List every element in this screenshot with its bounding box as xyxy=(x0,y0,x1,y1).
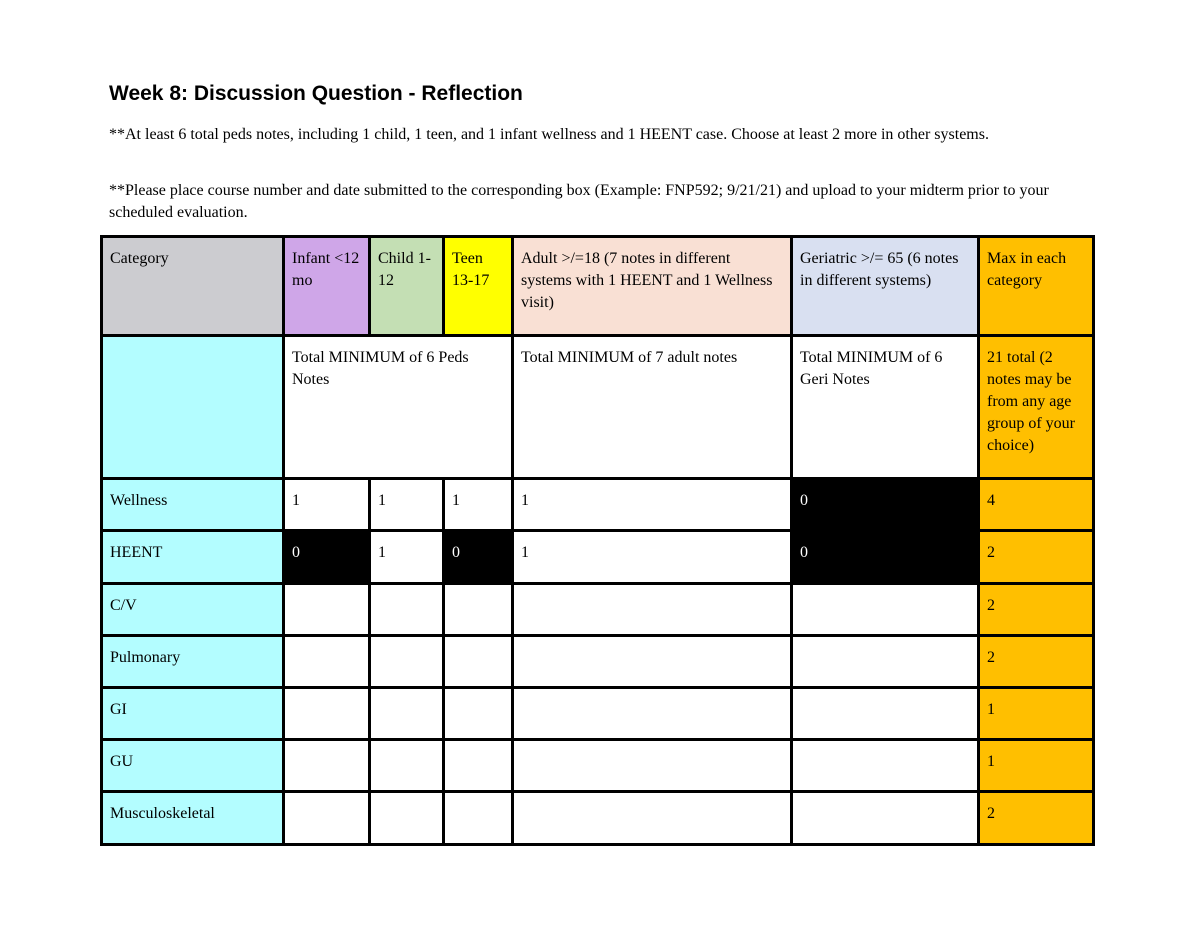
cell-child[interactable]: 1 xyxy=(370,531,444,584)
table-row-cv xyxy=(102,584,1094,636)
cell-max: 4 xyxy=(979,479,1094,531)
cell-geriatric[interactable] xyxy=(792,636,979,688)
cell-infant[interactable]: 1 xyxy=(284,479,370,531)
cell-child[interactable] xyxy=(370,740,444,792)
header-category: Category xyxy=(102,237,284,336)
cell-geriatric-blocked: 0 xyxy=(792,479,979,531)
cell-adult[interactable] xyxy=(513,584,792,636)
cell-max: 2 xyxy=(979,792,1094,845)
header-geriatric: Geriatric >/= 65 (6 notes in different systems) xyxy=(792,237,979,336)
cell-infant[interactable] xyxy=(284,636,370,688)
row-category: Pulmonary xyxy=(102,636,284,688)
header-row xyxy=(102,237,1094,336)
minimums-category-cell xyxy=(102,336,284,479)
minimum-peds: Total MINIMUM of 6 Peds Notes xyxy=(284,336,513,479)
table-row-wellness xyxy=(102,479,1094,531)
row-category: GU xyxy=(102,740,284,792)
cell-geriatric[interactable] xyxy=(792,688,979,740)
cell-teen[interactable] xyxy=(444,688,513,740)
cell-adult[interactable] xyxy=(513,792,792,845)
cell-child[interactable] xyxy=(370,584,444,636)
table-row-heent xyxy=(102,531,1094,584)
cell-max: 2 xyxy=(979,584,1094,636)
cell-max: 1 xyxy=(979,740,1094,792)
notes-requirement-table xyxy=(100,235,1095,846)
header-adult: Adult >/=18 (7 notes in different systems with 1 HEENT and 1 Wellness visit) xyxy=(513,237,792,336)
cell-teen[interactable]: 1 xyxy=(444,479,513,531)
cell-max: 2 xyxy=(979,531,1094,584)
cell-max: 1 xyxy=(979,688,1094,740)
table-row-gu xyxy=(102,740,1094,792)
header-infant: Infant <12 mo xyxy=(284,237,370,336)
cell-infant[interactable] xyxy=(284,740,370,792)
cell-child[interactable] xyxy=(370,636,444,688)
cell-geriatric[interactable] xyxy=(792,584,979,636)
table-row-gi xyxy=(102,688,1094,740)
header-child: Child 1-12 xyxy=(370,237,444,336)
header-teen: Teen 13-17 xyxy=(444,237,513,336)
cell-teen-blocked: 0 xyxy=(444,531,513,584)
cell-geriatric[interactable] xyxy=(792,740,979,792)
row-category: GI xyxy=(102,688,284,740)
row-category: Musculoskeletal xyxy=(102,792,284,845)
cell-adult[interactable]: 1 xyxy=(513,479,792,531)
row-category: C/V xyxy=(102,584,284,636)
cell-infant-blocked: 0 xyxy=(284,531,370,584)
cell-teen[interactable] xyxy=(444,636,513,688)
header-max: Max in each category xyxy=(979,237,1094,336)
cell-child[interactable] xyxy=(370,792,444,845)
cell-infant[interactable] xyxy=(284,792,370,845)
row-category: HEENT xyxy=(102,531,284,584)
instruction-peds-notes: **At least 6 total peds notes, including 1 child, 1 teen, and 1 infant wellness and 1 HEENT case. Choose at least 2 more in other systems. xyxy=(109,126,989,143)
cell-geriatric-blocked: 0 xyxy=(792,531,979,584)
cell-teen[interactable] xyxy=(444,740,513,792)
cell-adult[interactable] xyxy=(513,688,792,740)
cell-teen[interactable] xyxy=(444,792,513,845)
minimum-geri: Total MINIMUM of 6 Geri Notes xyxy=(792,336,979,479)
cell-child[interactable]: 1 xyxy=(370,479,444,531)
cell-infant[interactable] xyxy=(284,688,370,740)
cell-geriatric[interactable] xyxy=(792,792,979,845)
cell-max: 2 xyxy=(979,636,1094,688)
page-title: Week 8: Discussion Question - Reflection xyxy=(109,82,523,105)
instruction-submission: **Please place course number and date submitted to the corresponding box (Example: FNP592; 9/21/21) and upload to your midterm prior to your scheduled evaluation. xyxy=(109,182,1049,221)
row-category: Wellness xyxy=(102,479,284,531)
minimum-total: 21 total (2 notes may be from any age group of your choice) xyxy=(979,336,1094,479)
table-row-musculoskeletal xyxy=(102,792,1094,845)
cell-child[interactable] xyxy=(370,688,444,740)
minimums-row xyxy=(102,336,1094,479)
cell-adult[interactable] xyxy=(513,636,792,688)
cell-adult[interactable] xyxy=(513,740,792,792)
minimum-adult: Total MINIMUM of 7 adult notes xyxy=(513,336,792,479)
table-row-pulmonary xyxy=(102,636,1094,688)
cell-infant[interactable] xyxy=(284,584,370,636)
cell-adult[interactable]: 1 xyxy=(513,531,792,584)
cell-teen[interactable] xyxy=(444,584,513,636)
